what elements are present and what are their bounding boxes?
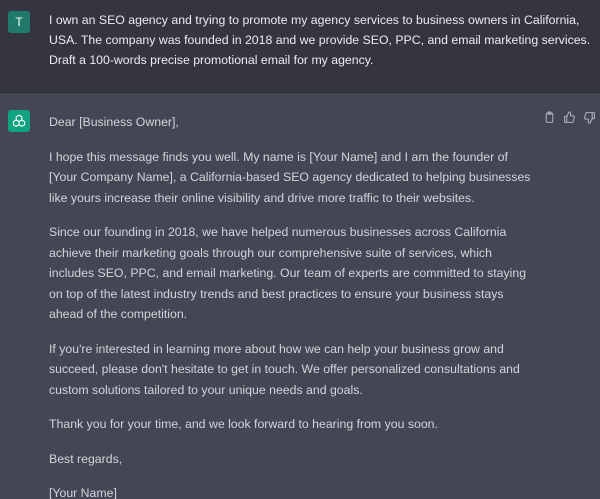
reply-paragraph: [Your Name] — [49, 486, 117, 499]
thumbs-up-icon — [563, 111, 576, 124]
message-actions — [542, 110, 596, 124]
clipboard-icon — [543, 111, 556, 124]
reply-paragraph: Thank you for your time, and we look forward to hearing from you soon. — [49, 417, 438, 431]
thumbs-down-button[interactable] — [582, 110, 596, 124]
assistant-message-text — [49, 112, 539, 499]
reply-paragraph: I hope this message finds you well. My name is [Your Name] and I am the founder of [Your Company Name], a California-based SEO agency dedicated to helping businesses like yours increase their online visibility and drive more traffic to their websites. — [49, 149, 531, 205]
user-message — [0, 0, 600, 93]
reply-paragraph: If you're interested in learning more about how we can help your business grow and succeed, please don't hesitate to get in touch. We offer personalized consultations and custom solutions tailored to your unique needs and goals. — [49, 341, 520, 397]
thumbs-up-button[interactable] — [562, 110, 576, 124]
reply-paragraph: Best regards, — [49, 451, 123, 466]
thumbs-down-icon — [583, 111, 596, 124]
reply-paragraph: Since our founding in 2018, we have helped numerous businesses across California achieve their marketing goals through our comprehensive suite of services, which includes SEO, PPC, and email marketing. Our team of experts are committed to staying on top of the latest industry trends and best practices to ensure your business stays ahead of the competition. — [49, 225, 527, 321]
chatgpt-logo-icon — [8, 110, 30, 132]
user-avatar — [8, 11, 30, 33]
user-avatar-letter: T — [15, 15, 23, 29]
copy-button[interactable] — [542, 110, 556, 124]
reply-paragraph: Dear [Business Owner], — [49, 115, 179, 129]
user-message-text: I own an SEO agency and trying to promote my agency services to business owners in California, USA. The company was founded in 2018 and we provide SEO, PPC, and email marketing services. Draft a 100-words precise promotional email for my agency. — [49, 13, 591, 67]
